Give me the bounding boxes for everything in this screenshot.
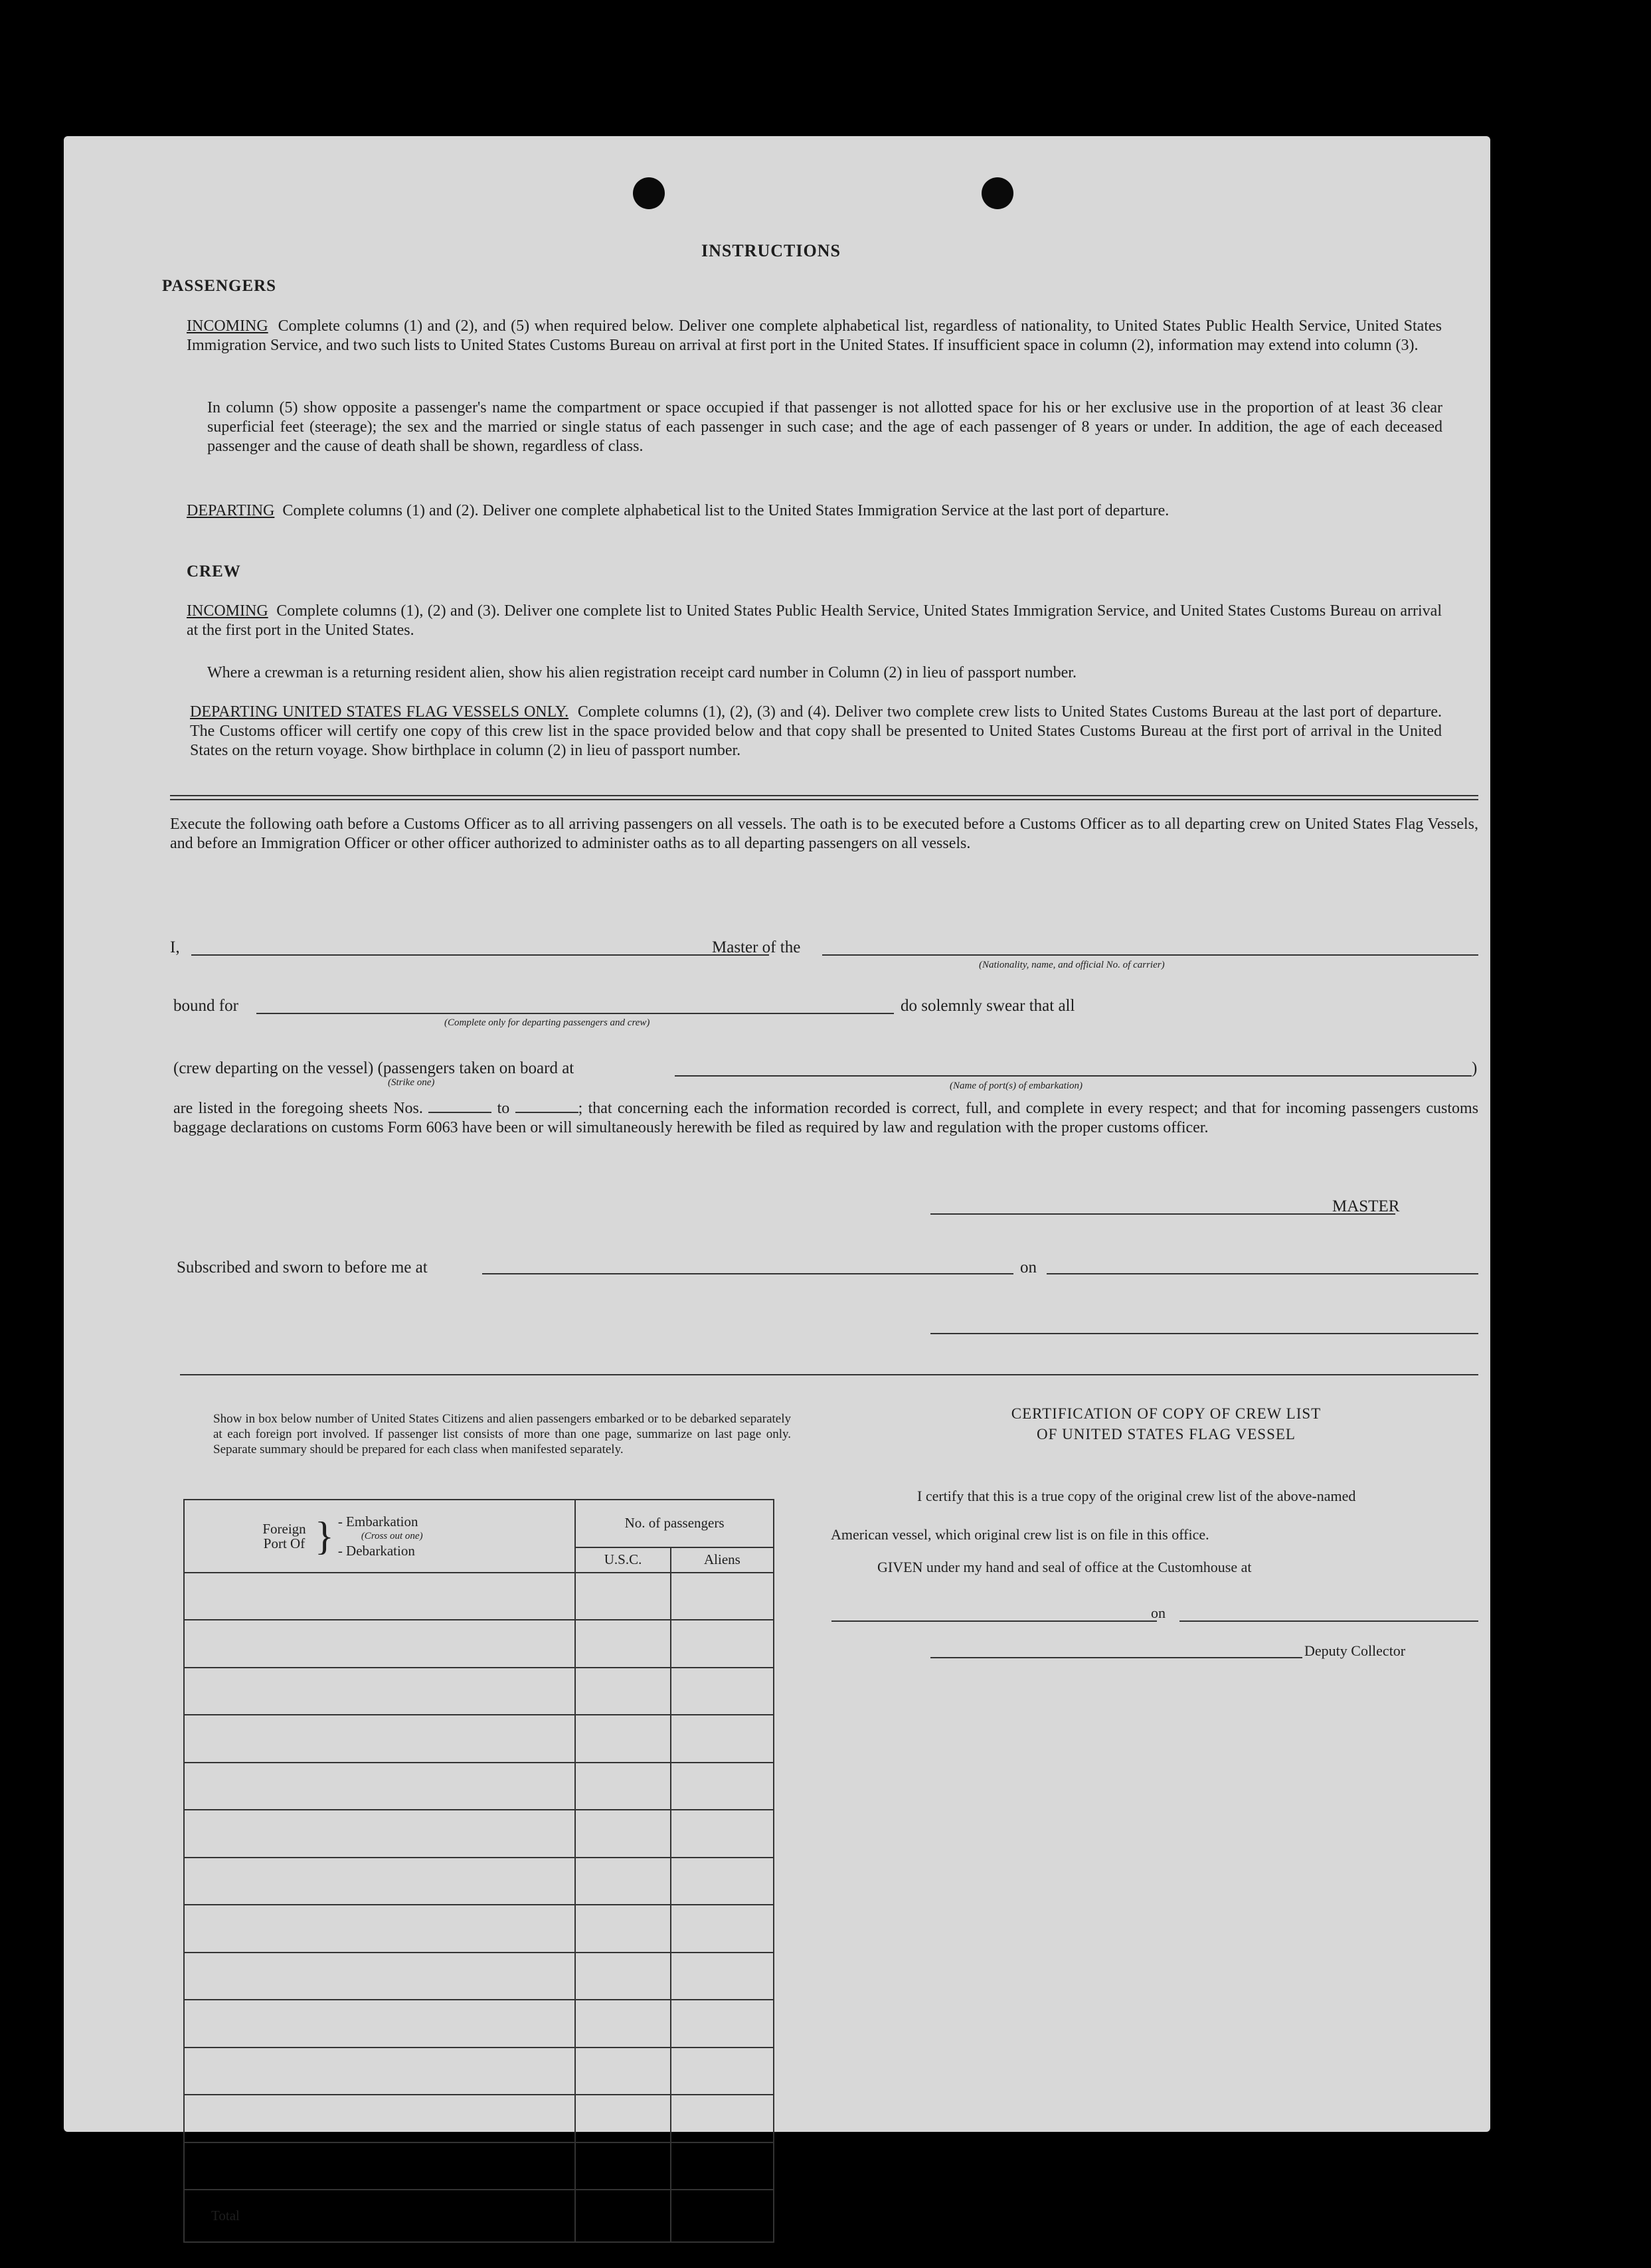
master-label: MASTER	[1332, 1197, 1400, 1215]
punch-hole	[633, 177, 665, 209]
aliens-cell[interactable]	[671, 1905, 774, 1953]
strike-hint: (Strike one)	[388, 1077, 435, 1088]
crew-incoming-text: Complete columns (1), (2) and (3). Deliver one complete list to United States Public Health Service, United States Immigration Service, and United States Customs Bureau on arrival at the first port in the United States.	[187, 602, 1442, 639]
passenger-summary-table	[183, 1499, 774, 2243]
master-of-label: Master of the	[712, 938, 801, 956]
bound-hint: (Complete only for departing passengers and crew)	[444, 1017, 650, 1028]
port-cell[interactable]	[184, 2095, 575, 2142]
port-cell[interactable]	[184, 1763, 575, 1810]
port-cell[interactable]	[184, 2048, 575, 2095]
ports-hint: (Name of port(s) of embarkation)	[950, 1081, 1083, 1091]
usc-total-cell[interactable]	[575, 2190, 671, 2242]
embarkation-label: - Embarkation	[337, 1513, 418, 1529]
usc-cell[interactable]	[575, 1905, 671, 1953]
passengers-incoming-text: Complete columns (1) and (2), and (5) when required below. Deliver one complete alphabetical list, regardless of nationality, to United States Public Health Service, United States Immigration Service, and two such lists to United States Customs Bureau on arrival at first port in the United States. If insufficient space in column (2), information may extend into column (3).	[187, 317, 1442, 354]
officer-signature-field[interactable]	[930, 1333, 1478, 1334]
usc-cell[interactable]	[575, 2000, 671, 2048]
sworn-on-label: on	[1020, 1259, 1037, 1276]
usc-cell[interactable]	[575, 1668, 671, 1715]
port-cell[interactable]	[184, 1620, 575, 1668]
aliens-cell[interactable]	[671, 2095, 774, 2142]
total-label: Total	[184, 2190, 575, 2242]
divider-line	[180, 1374, 1478, 1375]
passengers-departing-label: DEPARTING	[187, 502, 275, 519]
oath-intro: Execute the following oath before a Customs Officer as to all arriving passengers on all vessels. The oath is to be executed before a Customs Officer as to all departing crew on United States Flag Vessels, and before an Immigration Officer or other officer authorized to administer oaths as to all departing passengers on all vessels.	[170, 816, 1478, 852]
crew-incoming-section	[187, 602, 1442, 640]
cross-out-hint: (Cross out one)	[361, 1530, 423, 1541]
sworn-date-field[interactable]	[1047, 1273, 1478, 1274]
aliens-cell[interactable]	[671, 2048, 774, 2095]
i-label: I,	[170, 938, 180, 956]
crew-departing-text: Complete columns (1), (2), (3) and (4). Deliver two complete crew lists to United States Customs Bureau at the last port of departure. The Customs officer will certify one copy of this crew list in the space provided below and that copy shall be presented to United States Customs Bureau at the first port of arrival in the United States on the return voyage. Show birthplace in column (2) in lieu of passport number.	[190, 703, 1442, 759]
deputy-collector-label: Deputy Collector	[1304, 1642, 1406, 1659]
passengers-departing-text: Complete columns (1) and (2). Deliver one complete alphabetical list to the United States Immigration Service at the last port of departure.	[282, 502, 1170, 519]
aliens-cell[interactable]	[671, 1620, 774, 1668]
form-page	[64, 136, 1490, 2224]
crew-departing-section	[190, 703, 1442, 760]
aliens-cell[interactable]	[671, 1573, 774, 1620]
passengers-heading: PASSENGERS	[162, 277, 277, 295]
deputy-signature-field[interactable]	[930, 1657, 1302, 1658]
aliens-cell[interactable]	[671, 1953, 774, 2000]
sworn-place-field[interactable]	[482, 1273, 1013, 1274]
port-cell[interactable]	[184, 1858, 575, 1905]
crew-departing-label: (crew departing on the vessel) (passengers taken on board at	[173, 1059, 574, 1077]
usc-cell[interactable]	[575, 2142, 671, 2190]
usc-cell[interactable]	[575, 1953, 671, 2000]
aliens-cell[interactable]	[671, 1763, 774, 1810]
master-signature-field[interactable]	[930, 1213, 1395, 1215]
crew-departing-label: DEPARTING UNITED STATES FLAG VESSELS ONLY.	[190, 703, 569, 721]
sheet-to-field[interactable]	[515, 1112, 578, 1113]
port-cell[interactable]	[184, 1715, 575, 1763]
swear-label: do solemnly swear that all	[901, 997, 1075, 1015]
carrier-field[interactable]	[822, 954, 1478, 956]
certification-title-line2: OF UNITED STATES FLAG VESSEL	[1037, 1426, 1296, 1442]
cert-on-label: on	[1151, 1605, 1166, 1621]
divider-line	[170, 799, 1478, 800]
usc-cell[interactable]	[575, 2095, 671, 2142]
aliens-cell[interactable]	[671, 1715, 774, 1763]
crew-incoming-label: INCOMING	[187, 602, 268, 620]
punch-hole	[982, 177, 1013, 209]
page-title: INSTRUCTIONS	[701, 241, 841, 260]
aliens-cell[interactable]	[671, 1810, 774, 1858]
master-name-field[interactable]	[191, 954, 769, 956]
aliens-cell[interactable]	[671, 1668, 774, 1715]
usc-header: U.S.C.	[575, 1547, 671, 1573]
sheets-a: are listed in the foregoing sheets Nos.	[173, 1100, 423, 1117]
port-cell[interactable]	[184, 1573, 575, 1620]
embarkation-ports-field[interactable]	[675, 1075, 1472, 1077]
certification-title	[934, 1403, 1399, 1444]
port-cell[interactable]	[184, 2142, 575, 2190]
summary-intro: Show in box below number of United States Citizens and alien passengers embarked or to be debarked separately at each foreign port involved. If passenger list consists of more than one page, summarize on last page only. Separate summary should be prepared for each class when manifested separately.	[213, 1412, 791, 1456]
usc-cell[interactable]	[575, 1858, 671, 1905]
port-cell[interactable]	[184, 1953, 575, 2000]
aliens-total-cell[interactable]	[671, 2190, 774, 2242]
certification-title-line1: CERTIFICATION OF COPY OF CREW LIST	[1011, 1405, 1322, 1422]
american-text: American vessel, which original crew list is on file in this office.	[831, 1526, 1209, 1543]
usc-cell[interactable]	[575, 1573, 671, 1620]
passengers-incoming-label: INCOMING	[187, 317, 268, 335]
passengers-incoming-section	[187, 317, 1442, 355]
debarkation-label: - Debarkation	[337, 1542, 415, 1559]
usc-cell[interactable]	[575, 1810, 671, 1858]
usc-cell[interactable]	[575, 2048, 671, 2095]
port-header: Foreign Port Of } - Embarkation (Cross out one) - Debarkation	[184, 1500, 575, 1573]
close-paren: )	[1472, 1059, 1478, 1077]
sheets-b: ; that concerning each the information recorded is correct, full, and complete in every respect; and that for incoming passengers customs baggage declarations on customs Form 6063 have been or will simultaneously herewith be filed as required by law and regulation with the proper customs officer.	[173, 1100, 1479, 1136]
cert-date-field[interactable]	[1179, 1620, 1478, 1622]
sheet-from-field[interactable]	[428, 1112, 491, 1113]
sheets-to: to	[497, 1100, 510, 1117]
carrier-hint: (Nationality, name, and official No. of carrier)	[979, 960, 1165, 970]
aliens-header: Aliens	[671, 1547, 774, 1573]
bound-for-field[interactable]	[256, 1013, 894, 1014]
port-cell[interactable]	[184, 1668, 575, 1715]
crew-alien-text: Where a crewman is a returning resident alien, show his alien registration receipt card number in Column (2) in lieu of passport number.	[207, 664, 1077, 681]
port-cell[interactable]	[184, 1810, 575, 1858]
no-passengers-header: No. of passengers	[575, 1500, 774, 1547]
certify-text: I certify that this is a true copy of the original crew list of the above-named	[917, 1488, 1356, 1504]
crew-heading: CREW	[187, 563, 241, 580]
divider-line	[170, 795, 1478, 796]
foreign-port-label: Foreign Port Of	[262, 1520, 306, 1551]
aliens-cell[interactable]	[671, 1858, 774, 1905]
passengers-departing-section	[187, 501, 1442, 521]
aliens-cell[interactable]	[671, 2142, 774, 2190]
sheets-statement	[173, 1099, 1478, 1138]
aliens-cell[interactable]	[671, 2000, 774, 2048]
port-cell[interactable]	[184, 2000, 575, 2048]
usc-cell[interactable]	[575, 1763, 671, 1810]
passengers-column5-text: In column (5) show opposite a passenger's name the compartment or space occupied if that passenger is not allotted space for his or her exclusive use in the proportion of at least 36 clear superficial feet (steerage); the sex and the married or single status of each passenger in such case; and the age of each passenger of 8 years or under. In addition, the age of each deceased passenger and the cause of death shall be shown, regardless of class.	[207, 399, 1442, 455]
port-cell[interactable]	[184, 1905, 575, 1953]
usc-cell[interactable]	[575, 1715, 671, 1763]
bound-for-label: bound for	[173, 997, 238, 1015]
given-text: GIVEN under my hand and seal of office at the Customhouse at	[877, 1559, 1252, 1575]
subscribed-label: Subscribed and sworn to before me at	[177, 1259, 428, 1276]
usc-cell[interactable]	[575, 1620, 671, 1668]
customhouse-field[interactable]	[831, 1620, 1157, 1622]
